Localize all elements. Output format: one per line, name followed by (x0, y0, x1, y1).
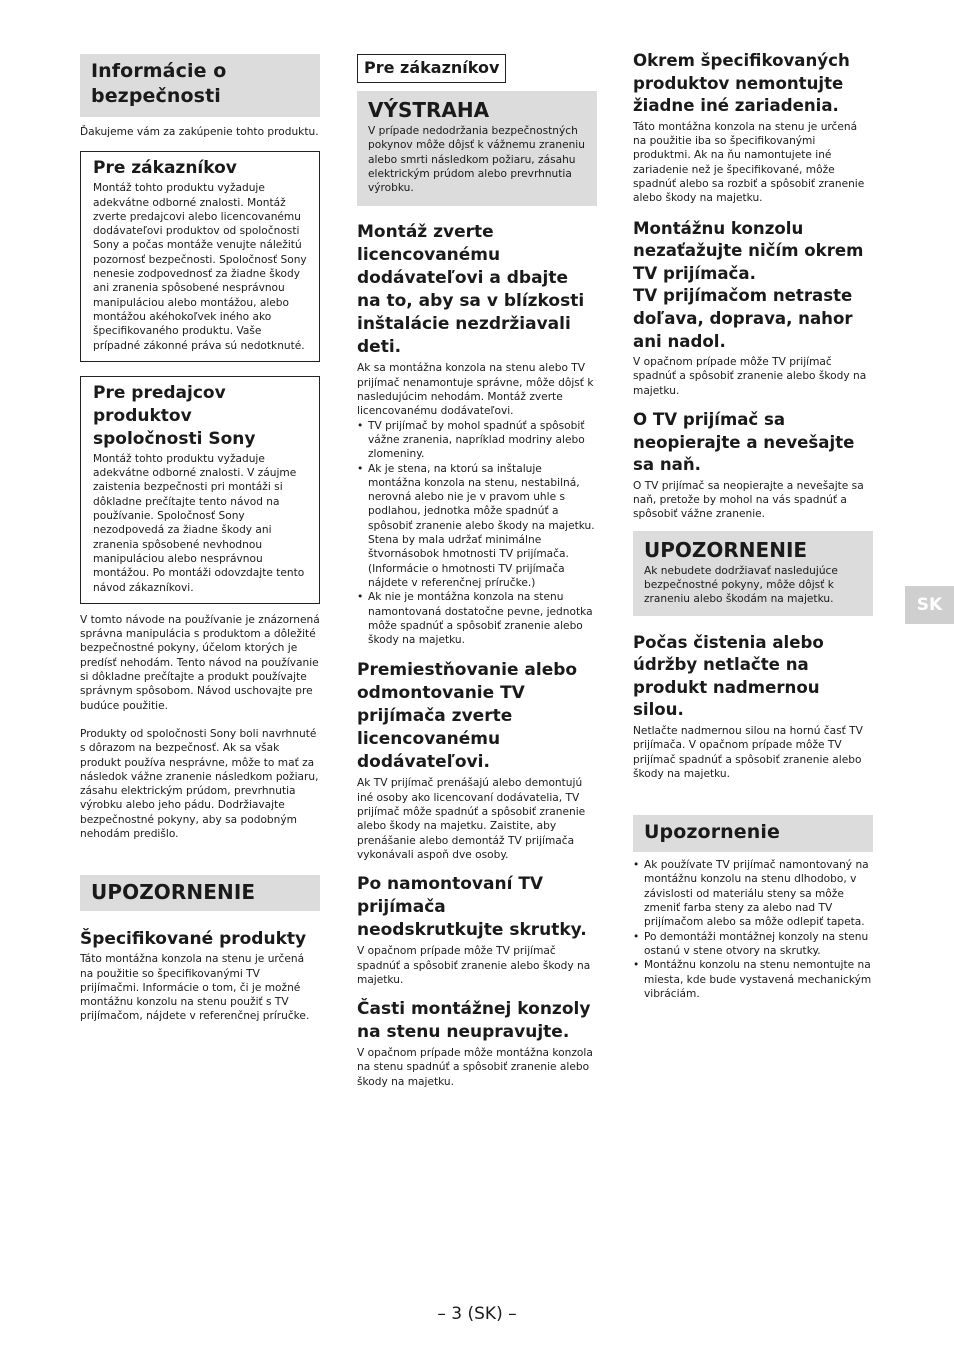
list-item: • TV prijímač by mohol spadnúť a spôsobiť vážne zranenia, napríklad modriny alebo zlomeniny. (357, 419, 597, 462)
list-item: • Po demontáži montážnej konzoly na stenu ostanú v stene otvory na skrutky. (633, 930, 873, 959)
text-other-devices: Táto montážna konzola na stenu je určená na použitie iba so špecifikovanými produktmi. Ak na ňu namontujete iné zariadenie než je špecifikované, môže spadnúť alebo sa rozbiť a spôsobiť zranenie alebo škody na majetku. (633, 120, 865, 205)
dealers-heading: Pre predajcov produktov spoločnosti Sony (93, 382, 256, 449)
text-licensed-installer: Ak sa montážna konzola na stenu alebo TV prijímač nenamontuje správne, môže dôjsť k nasledujúcim nehodám. Montáž zverte licencovanému dodávateľovi. (357, 362, 594, 418)
page-title: Informácie o bezpečnosti (91, 60, 227, 107)
warning-text: V prípade nedodržania bezpečnostných pokynov môže dôjsť k vážnemu zraneniu alebo smrti následkom požiaru, zásahu elektrickým prúdom alebo prevrhnutia výrobku. (368, 125, 585, 195)
text-no-lean: O TV prijímač sa neopierajte a nevešajte sa naň, pretože by mohol na vás spadnúť a spôsobiť vážne zranenie. (633, 479, 864, 521)
column-right (633, 51, 873, 1001)
caution-box-title: UPOZORNENIE (644, 537, 808, 562)
text-screws: V opačnom prípade môže TV prijímač spadnúť a spôsobiť zranenie alebo škody na majetku. (357, 945, 591, 986)
specified-products-heading: Špecifikované produkty (80, 929, 307, 950)
text-moving: Ak TV prijímač prenášajú alebo demontujú iné osoby ako licencovaní dodávatelia, TV prijímač môže spadnúť a spôsobiť zranenie alebo škody na majetku. Zaistite, aby prenášanie alebo demontáž TV prijímača vykonávali aspoň dve osoby. (357, 777, 586, 861)
warning-title: VÝSTRAHA (368, 98, 490, 122)
heading-licensed-installer: Montáž zverte licencovanému dodávateľovi a dbajte na to, aby sa v blízkosti inštalácie nezdržiavali deti. (357, 222, 585, 358)
dealers-text: Montáž tohto produktu vyžaduje adekvátne odborné znalosti. V záujme zaistenia bezpečnosti pri montáži si dôkladne prečítajte tento návod na používanie. Spoločnosť Sony nezodpovedá za žiadne škody ani zranenia spôsobené nevhodnou manipuláciou alebo nesprávnou montážou. Po montáži odovzdajte tento návod zákazníkovi. (93, 452, 305, 594)
design-paragraph: Produkty od spoločnosti Sony boli navrhnuté s dôrazom na bezpečnosť. Ak sa však produkt používa nesprávne, môže to mať za následok vážne zranenie následkom požiaru, zásahu elektrickým prúdom, prevrhnutia výrobku alebo jeho pádu. Dodržiavajte bezpečnostné pokyny, aby sa podobným nehodám predišlo. (80, 727, 319, 840)
dealers-box (80, 376, 320, 604)
page-number: – 3 (SK) – (437, 1304, 517, 1324)
text-cleaning: Netlačte nadmernou silou na hornú časť TV prijímača. V opačnom prípade môže TV prijímač spadnúť a spôsobiť zranenie alebo škody na majetku. (633, 724, 863, 780)
heading-cleaning: Počas čistenia alebo údržby netlačte na produkt nadmernou silou. (633, 632, 824, 720)
column-middle (357, 54, 597, 1089)
list-item: • Montážnu konzolu na stenu nemontujte na miesta, kde bude vystavená mechanickým vibráciám. (633, 958, 873, 1001)
heading-no-lean: O TV prijímač sa neopierajte a nevešajte sa naň. (633, 410, 855, 475)
text-no-modify: V opačnom prípade môže montážna konzola na stenu spadnúť a spôsobiť zranenie alebo škody na majetku. (357, 1047, 593, 1088)
column-left (80, 54, 320, 1024)
text-no-load: V opačnom prípade môže TV prijímač spadnúť a spôsobiť zranenie alebo škody na majetku. (633, 356, 867, 397)
language-tab: SK (905, 586, 954, 624)
intro-paragraph: V tomto návode na používanie je znázornená správna manipulácia s produktom a dôležité bezpečnostné pokyny, účelom ktorých je predísť nehodám. Tento návod na používanie si dôkladne prečítajte a produkt používajte správnym spôsobom. Návod uschovajte pre budúce použitie. (80, 613, 320, 712)
warning-box (357, 91, 597, 206)
note-header (633, 815, 873, 852)
heading-no-load: Montážnu konzolu nezaťažujte ničím okrem TV prijímača. TV prijímačom netraste doľava, doprava, nahor ani nadol. (633, 218, 864, 351)
caution-header (80, 875, 320, 911)
section-header-safety (80, 54, 320, 117)
heading-screws: Po namontovaní TV prijímača neodskrutkujte skrutky. (357, 874, 587, 941)
caution-box (633, 531, 873, 616)
caution-title: UPOZORNENIE (91, 880, 256, 905)
thanks-text: Ďakujeme vám za zakúpenie tohto produktu. (80, 126, 319, 138)
for-customers-tag: Pre zákazníkov (357, 54, 506, 83)
list-item: • Ak je stena, na ktorú sa inštaluje montážna konzola na stenu, nestabilná, nerovná alebo nie je v pravom uhle s podlahou, jednotka môže spadnúť a spôsobiť zranenie alebo škody na majetku. Stena by mala udržať minimálne štvornásobok hmotnosti TV prijímača. (Informácie o hmotnosti TV prijímača nájdete v referenčnej príručke.) (357, 462, 597, 591)
note-title: Upozornenie (644, 821, 781, 844)
heading-no-modify: Časti montážnej konzoly na stenu neupravujte. (357, 999, 591, 1043)
list-item: • Ak nie je montážna konzola na stenu namontovaná dostatočne pevne, jednotka môže spadnúť a spôsobiť zranenie alebo škody na majetku. (357, 590, 597, 647)
list-item: • Ak používate TV prijímač namontovaný na montážnu konzolu na stenu dlhodobo, v závislosti od materiálu steny sa môže zmeniť farba steny za alebo nad TV prijímačom alebo sa môže odlepiť tapeta. (633, 858, 873, 929)
customers-heading: Pre zákazníkov (93, 158, 237, 179)
heading-moving: Premiestňovanie alebo odmontovanie TV prijímača zverte licencovanému dodávateľovi. (357, 660, 578, 773)
heading-other-devices: Okrem špecifikovaných produktov nemontujte žiadne iné zariadenia. (633, 51, 850, 116)
note-list (633, 858, 873, 1001)
caution-box-text: Ak nebudete dodržiavať nasledujúce bezpečnostné pokyny, môže dôjsť k zraneniu alebo škodám na majetku. (644, 564, 838, 606)
customers-box (80, 151, 320, 362)
accident-list (357, 419, 597, 648)
specified-products-text: Táto montážna konzola na stenu je určená na použitie so špecifikovanými TV prijímačmi. Informácie o tom, či je možné montážnu konzolu na stenu použiť s TV prijímačom, nájdete v referenčnej príručke. (80, 953, 310, 1023)
customers-text: Montáž tohto produktu vyžaduje adekvátne odborné znalosti. Montáž zverte predajcovi alebo licencovanému dodávateľovi produktov od spoločnosti Sony a počas montáže venujte náležitú pozornosť bezpečnosti. Spoločnosť Sony nenesie zodpovednosť za žiadne škody ani zranenia spôsobené nesprávnou manipuláciou alebo montážou, alebo montážou akéhokoľvek iného ako špecifikovaného produktu. Vaše prípadné zákonné práva sú nedotknuté. (93, 182, 307, 352)
